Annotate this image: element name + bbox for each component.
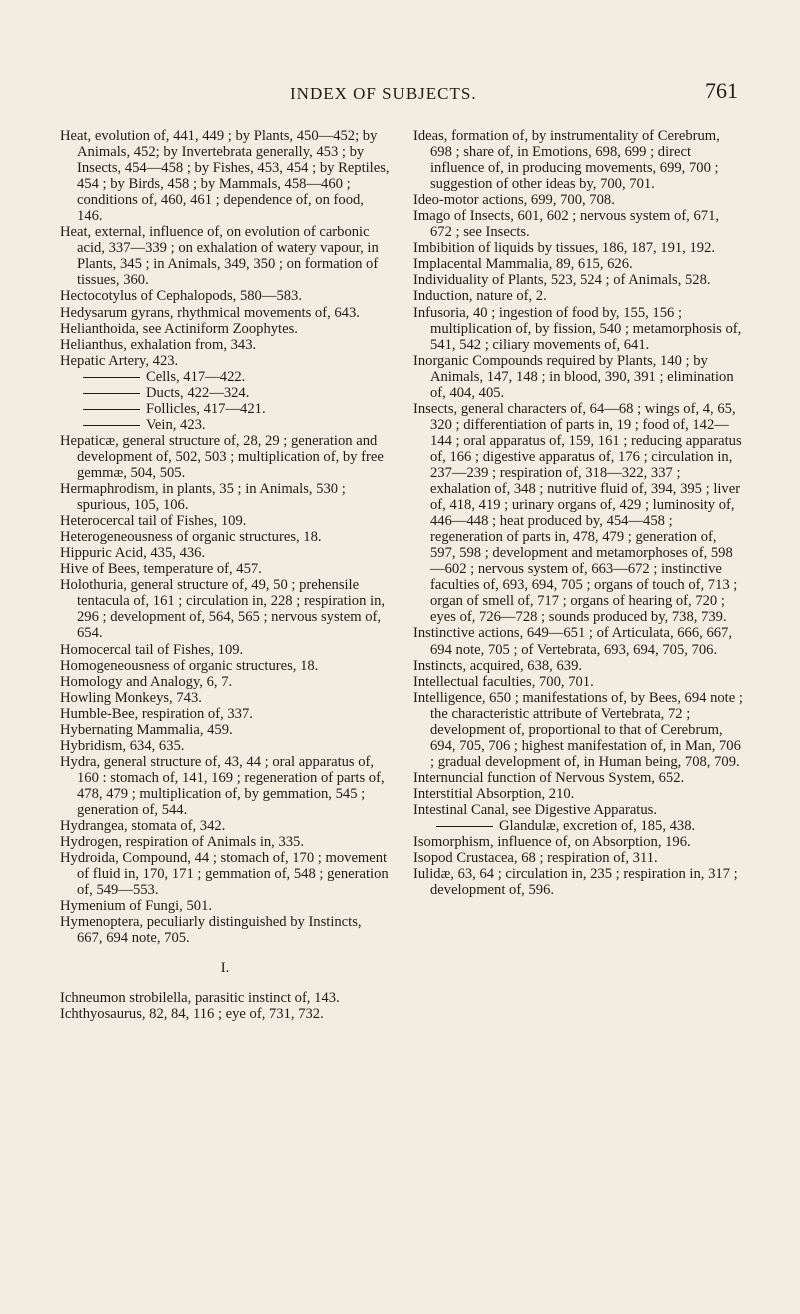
entry-text: Isomorphism, influence of, on Absorption, 196. xyxy=(413,834,691,851)
index-subentry xyxy=(60,417,390,433)
index-entry xyxy=(60,529,390,545)
index-entry xyxy=(60,545,390,561)
entry-text: Hive of Bees, temperature of, 457. xyxy=(60,561,262,578)
index-entry xyxy=(60,481,390,513)
entry-text: Homology and Analogy, 6, 7. xyxy=(60,673,233,690)
entry-text: Hydrogen, respiration of Animals in, 335. xyxy=(60,834,305,851)
index-entry xyxy=(413,866,743,898)
entry-text: Glandulæ, excretion of, 185, 438. xyxy=(499,818,696,835)
ditto-dash xyxy=(83,393,140,394)
entry-text: Homocercal tail of Fishes, 109. xyxy=(60,641,244,658)
index-entry xyxy=(60,337,390,353)
entry-text: Implacental Mammalia, 89, 615, 626. xyxy=(413,256,633,273)
index-entry xyxy=(60,754,390,818)
index-entry xyxy=(60,706,390,722)
index-entry xyxy=(413,256,743,272)
entry-text: Homogeneousness of organic structures, 18. xyxy=(60,657,319,674)
index-entry xyxy=(413,192,743,208)
entry-text: Instincts, acquired, 638, 639. xyxy=(413,657,583,674)
entry-text: Holothuria, general structure of, 49, 50 ; prehensile tentacula of, 161 ; circulation in, 228 ; respiration in, 296 ; development of, 564, 565 ; nervous system of, 654. xyxy=(60,577,386,642)
index-subentry xyxy=(413,818,743,834)
entry-text: I. xyxy=(220,960,230,977)
entry-text: Heat, evolution of, 441, 449 ; by Plants, 450—452; by Animals, 452; by Invertebrata generally, 453 ; by Insects, 454—458 ; by Fishes, 453, 454 ; by Reptiles, 454 ; by Birds, 458 ; by Mammals, 458—460 ; conditions of, 460, 461 ; dependence of, on food, 146. xyxy=(60,128,390,225)
entry-text: Imago of Insects, 601, 602 ; nervous system of, 671, 672 ; see Insects. xyxy=(413,208,720,241)
index-entry xyxy=(413,658,743,674)
index-entry xyxy=(413,240,743,256)
index-entry xyxy=(60,818,390,834)
entry-text: Isopod Crustacea, 68 ; respiration of, 311. xyxy=(413,850,658,867)
entry-text: Instinctive actions, 649—651 ; of Articulata, 666, 667, 694 note, 705 ; of Vertebrata, 693, 694, 705, 706. xyxy=(413,625,732,658)
entry-text: Intestinal Canal, see Digestive Apparatus. xyxy=(413,801,657,818)
entry-text: Hectocotylus of Cephalopods, 580—583. xyxy=(60,288,302,305)
index-entry xyxy=(60,658,390,674)
index-entry xyxy=(413,770,743,786)
page-number: 761 xyxy=(705,78,738,103)
index-entry xyxy=(413,834,743,850)
entry-text: Iulidæ, 63, 64 ; circulation in, 235 ; respiration in, 317 ; development of, 596. xyxy=(413,866,738,899)
index-entry xyxy=(60,513,390,529)
entry-text: Ducts, 422—324. xyxy=(146,384,250,401)
index-entry xyxy=(413,850,743,866)
index-entry xyxy=(60,738,390,754)
index-entry xyxy=(413,272,743,288)
running-title: INDEX OF SUBJECTS. xyxy=(290,84,477,103)
entry-text: Interstitial Absorption, 210. xyxy=(413,785,575,802)
entry-text: Imbibition of liquids by tissues, 186, 187, 191, 192. xyxy=(413,240,716,257)
index-entry xyxy=(60,561,390,577)
entry-text: Heat, external, influence of, on evolution of carbonic acid, 337—339 ; on exhalation of watery vapour, in Plants, 345 ; in Animals, 349, 350 ; on formation of tissues, 360. xyxy=(60,224,379,289)
index-entry xyxy=(413,690,743,770)
entry-text: Hydroida, Compound, 44 ; stomach of, 170 ; movement of fluid in, 170, 171 ; gemmation of, 548 ; generation of, 549—553. xyxy=(60,850,389,899)
index-entry xyxy=(60,577,390,641)
index-entry xyxy=(60,850,390,898)
section-letter xyxy=(60,960,390,976)
entry-text: Hydra, general structure of, 43, 44 ; oral apparatus of, 160 : stomach of, 141, 169 ; regeneration of parts of, 478, 479 ; multiplication of, by gemmation, 545 ; generation of, 544. xyxy=(60,753,385,818)
entry-text: Intelligence, 650 ; manifestations of, by Bees, 694 note ; the characteristic attribute of Vertebrata, 72 ; development of, proportional to that of Cerebrum, 694, 705, 706 ; highest manifestation of, in Man, 706 ; gradual development of, in Human being, 708, 709. xyxy=(413,689,743,770)
entry-text: Induction, nature of, 2. xyxy=(413,288,547,305)
index-entry xyxy=(413,288,743,304)
index-entry xyxy=(413,128,743,192)
index-entry xyxy=(413,353,743,401)
entry-text: Hepatic Artery, 423. xyxy=(60,352,179,369)
entry-text: Hymenoptera, peculiarly distinguished by Instincts, 667, 694 note, 705. xyxy=(60,914,362,947)
index-subentry xyxy=(60,401,390,417)
entry-text: Hydrangea, stomata of, 342. xyxy=(60,818,226,835)
entry-text: Intellectual faculties, 700, 701. xyxy=(413,673,594,690)
entry-text: Individuality of Plants, 523, 524 ; of Animals, 528. xyxy=(413,272,711,289)
index-entry xyxy=(60,305,390,321)
entry-text: Hedysarum gyrans, rhythmical movements of, 643. xyxy=(60,304,360,321)
index-entry xyxy=(60,898,390,914)
index-entry xyxy=(60,914,390,946)
entry-text: Inorganic Compounds required by Plants, 140 ; by Animals, 147, 148 ; in blood, 390, 391 ; elimination of, 404, 405. xyxy=(413,352,734,401)
entry-text: Hymenium of Fungi, 501. xyxy=(60,898,213,915)
index-column-left xyxy=(60,128,390,1023)
entry-text: Internuncial function of Nervous System, 652. xyxy=(413,769,685,786)
index-entry xyxy=(60,1006,390,1022)
entry-text: Ichthyosaurus, 82, 84, 116 ; eye of, 731, 732. xyxy=(60,1006,324,1023)
ditto-dash xyxy=(83,425,140,426)
entry-text: Insects, general characters of, 64—68 ; wings of, 4, 65, 320 ; differentiation of parts in, 19 ; food of, 142—144 ; oral apparatus of, 159, 161 ; reducing apparatus of, 166 ; digestive apparatus of, 176 ; circulation in, 237—239 ; respiration of, 318—322, 337 ; exhalation of, 348 ; nutritive fluid of, 394, 395 ; liver of, 418, 419 ; urinary organs of, 429 ; luminosity of, 446—448 ; heat produced by, 454—458 ; regeneration of parts in, 478, 479 ; generation of, 597, 598 ; development and metamorphoses of, 598—602 ; nervous system of, 663—672 ; instinctive faculties of, 693, 694, 705 ; organs of touch of, 713 ; organ of smell of, 717 ; organs of hearing of, 720 ; eyes of, 726—728 ; sounds produced by, 738, 739. xyxy=(413,400,742,626)
index-entry xyxy=(413,401,743,626)
entry-text: Infusoria, 40 ; ingestion of food by, 155, 156 ; multiplication of, by fission, 540 ; metamorphosis of, 541, 542 ; ciliary movements of, 641. xyxy=(413,304,742,353)
entry-text: Heterocercal tail of Fishes, 109. xyxy=(60,513,247,530)
entry-text: Helianthus, exhalation from, 343. xyxy=(60,336,257,353)
index-entry xyxy=(60,128,390,224)
entry-text: Hybernating Mammalia, 459. xyxy=(60,721,233,738)
entry-text: Ichneumon strobilella, parasitic instinct of, 143. xyxy=(60,990,340,1007)
index-entry xyxy=(413,786,743,802)
entry-text: Hermaphrodism, in plants, 35 ; in Animals, 530 ; spurious, 105, 106. xyxy=(60,481,346,514)
entry-text: Ideo-motor actions, 699, 700, 708. xyxy=(413,192,615,209)
entry-text: Hepaticæ, general structure of, 28, 29 ; generation and development of, 502, 503 ; multiplication of, by free gemmæ, 504, 505. xyxy=(60,432,384,481)
ditto-dash xyxy=(436,826,493,827)
entry-text: Hybridism, 634, 635. xyxy=(60,737,185,754)
index-entry xyxy=(60,224,390,288)
index-subentry xyxy=(60,385,390,401)
index-entry xyxy=(60,642,390,658)
index-entry xyxy=(60,834,390,850)
index-entry xyxy=(413,674,743,690)
index-entry xyxy=(60,433,390,481)
index-entry xyxy=(60,353,390,369)
entry-text: Vein, 423. xyxy=(146,416,206,433)
index-entry xyxy=(60,722,390,738)
index-entry xyxy=(413,208,743,240)
entry-text: Ideas, formation of, by instrumentality of Cerebrum, 698 ; share of, in Emotions, 698, 699 ; direct influence of, in producing movements, 699, 700 ; suggestion of other ideas by, 700, 701. xyxy=(413,128,720,193)
index-subentry xyxy=(60,369,390,385)
index-entry xyxy=(413,305,743,353)
index-entry xyxy=(413,802,743,818)
page-header xyxy=(0,78,800,112)
index-entry xyxy=(60,321,390,337)
entry-text: Hippuric Acid, 435, 436. xyxy=(60,545,206,562)
index-entry xyxy=(413,625,743,657)
index-entry xyxy=(60,674,390,690)
entry-text: Helianthoida, see Actiniform Zoophytes. xyxy=(60,320,298,337)
index-entry xyxy=(60,288,390,304)
entry-text: Humble-Bee, respiration of, 337. xyxy=(60,705,253,722)
entry-text: Heterogeneousness of organic structures, 18. xyxy=(60,529,322,546)
ditto-dash xyxy=(83,409,140,410)
index-entry xyxy=(60,990,390,1006)
ditto-dash xyxy=(83,377,140,378)
entry-text: Follicles, 417—421. xyxy=(146,400,266,417)
entry-text: Cells, 417—422. xyxy=(146,368,246,385)
entry-text: Howling Monkeys, 743. xyxy=(60,689,202,706)
index-column-right xyxy=(413,128,743,898)
index-entry xyxy=(60,690,390,706)
